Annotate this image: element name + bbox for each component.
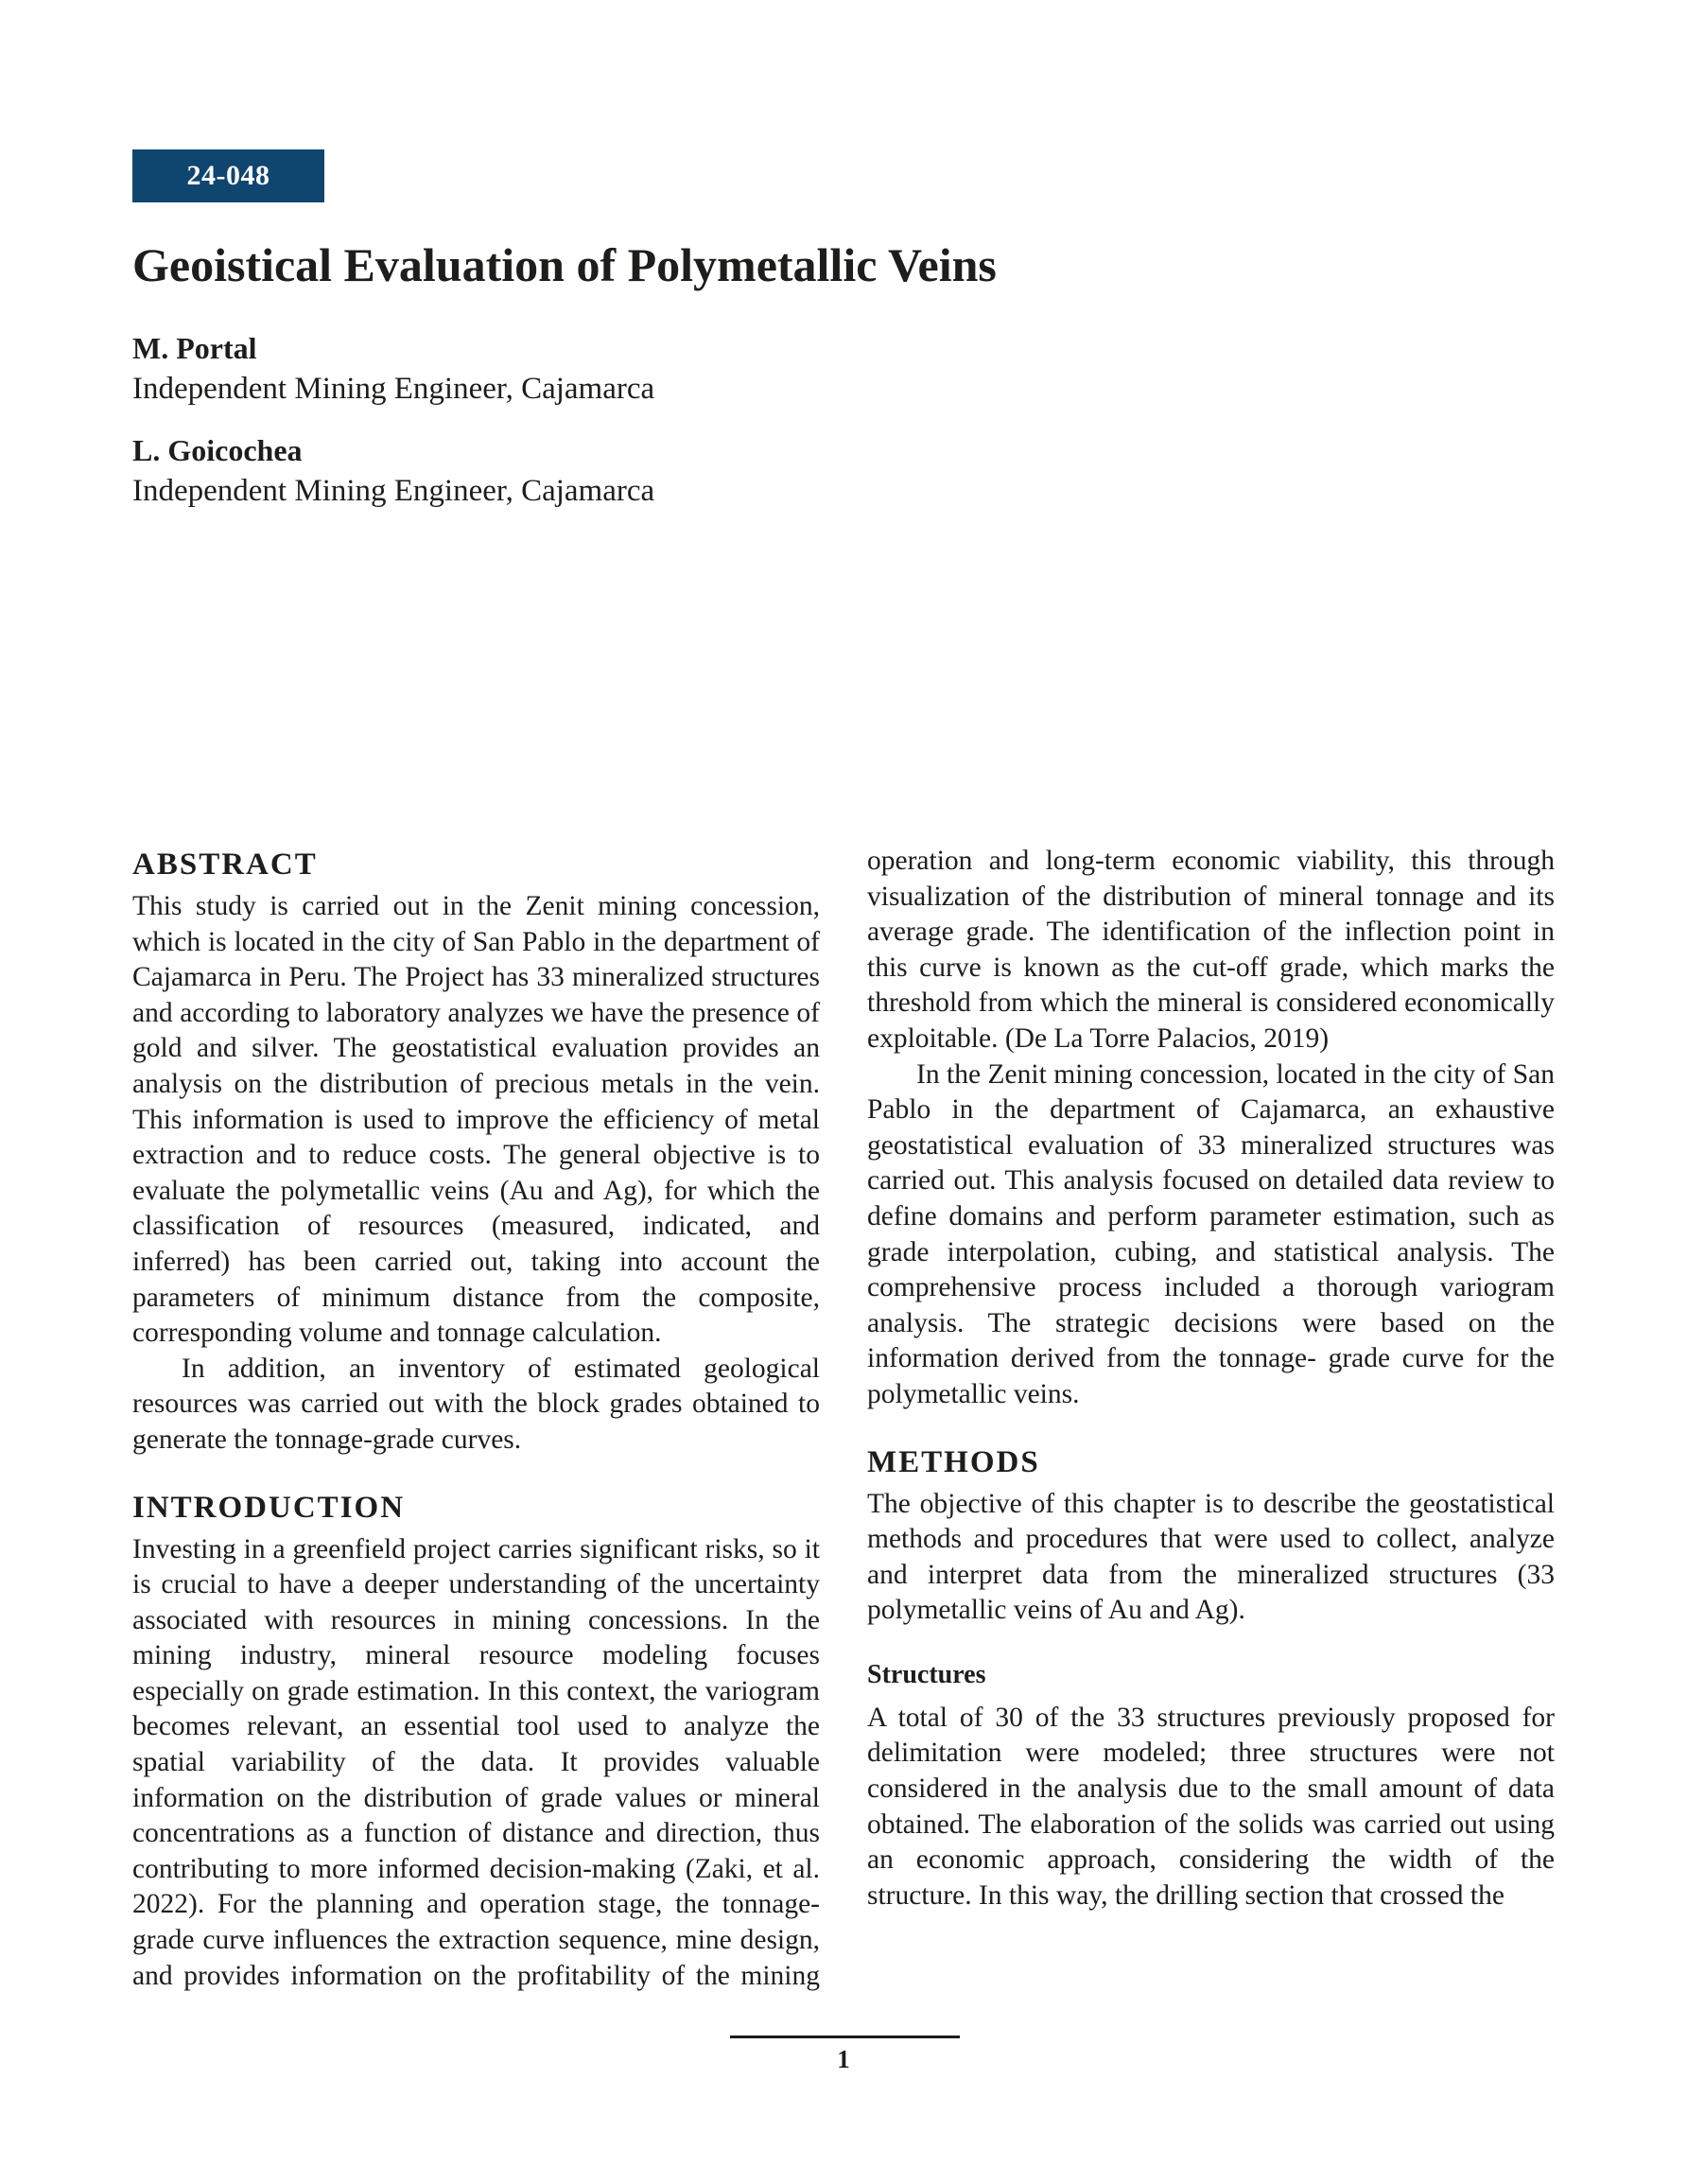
author-name: L. Goicochea bbox=[132, 433, 303, 467]
methods-paragraph: The objective of this chapter is to describe the geostatistical methods and procedures that were used to collect, analyze and interpret data from the mineralized structures (33 polymetallic veins of Au and Ag). bbox=[867, 1488, 1555, 1626]
author-block bbox=[132, 431, 654, 511]
abstract-paragraph: This study is carried out in the Zenit mining concession, which is located in the city of San Pablo in the department of Cajamarca in Peru. The Project has 33 mineralized structures and according to laboratory analyzes we have the presence of gold and silver. The geostatistical evaluation provides an analysis on the distribution of precious metals in the vein. This information is used to improve the efficiency of metal extraction and to reduce costs. The general objective is to evaluate the polymetallic veins (Au and Ag), for which the classification of resources (measured, indicated, and inferred) has been carried out, taking into account the parameters of minimum distance from the composite, corresponding volume and tonnage calculation. bbox=[132, 891, 820, 1349]
author-name: M. Portal bbox=[132, 331, 257, 365]
paper-id-badge: 24-048 bbox=[132, 149, 324, 202]
footer-rule bbox=[730, 2035, 960, 2038]
methods-heading: METHODS bbox=[867, 1444, 1040, 1479]
introduction-paragraph-continued: operation and long-term economic viability, this through visualization of the distribution of mineral tonnage and its average grade. The identification of the inflection point in this curve is known as the cut-off grade, which marks the threshold from which the mineral is considered economically exploitable. (De La Torre Palacios, 2019) bbox=[867, 846, 1555, 1054]
abstract-paragraph: In addition, an inventory of estimated geological resources was carried out with the block grades obtained to generate the tonnage-grade curves. bbox=[132, 1353, 820, 1455]
abstract-heading: ABSTRACT bbox=[132, 847, 318, 882]
author-affiliation: Independent Mining Engineer, Cajamarca bbox=[132, 372, 655, 406]
introduction-paragraph: Investing in a greenfield project carries significant risks, so it is crucial to have a deeper understanding of the uncertainty associated with resources in mining concessions. In the mining industry, mineral resource modeling focuses especially on grade estimation. In this context, the variogram becomes relevant, an essential tool used to analyze the spatial variability of the data. It provides valuable information on the distribution of grade values or mineral concentrations as a function of distance and direction, thus contributing to more informed decision-making (Zaki, et al. 2022). For the planning and operation stage, the tonnage- grade curve influences the extraction sequence, mine design, and provides information on the profitability of the mining bbox=[132, 1533, 820, 1991]
page-number: 1 bbox=[837, 2045, 850, 2073]
introduction-paragraph: In the Zenit mining concession, located in the city of San Pablo in the department of Cajamarca, an exhaustive geostatistical evaluation of 33 mineralized structures was carried out. This analysis focused on detailed data review to define domains and perform parameter estimation, such as grade interpolation, cubing, and statistical analysis. The comprehensive process included a thorough variogram analysis. The strategic decisions were based on the information derived from the tonnage- grade curve for the polymetallic veins. bbox=[867, 1058, 1555, 1409]
introduction-heading: INTRODUCTION bbox=[132, 1490, 406, 1525]
author-block bbox=[132, 329, 654, 409]
left-column bbox=[132, 844, 820, 1994]
paper-title: Geoistical Evaluation of Polymetallic Veins bbox=[132, 238, 997, 291]
right-column bbox=[867, 844, 1555, 1913]
structures-subheading: Structures bbox=[867, 1659, 986, 1689]
structures-paragraph: A total of 30 of the 33 structures previously proposed for delimitation were modeled; three structures were not considered in the analysis due to the small amount of data obtained. The elaboration of the solids was carried out using an economic approach, considering the width of the structure. In this way, the drilling section that crossed the bbox=[867, 1702, 1555, 1911]
author-affiliation: Independent Mining Engineer, Cajamarca bbox=[132, 474, 655, 508]
